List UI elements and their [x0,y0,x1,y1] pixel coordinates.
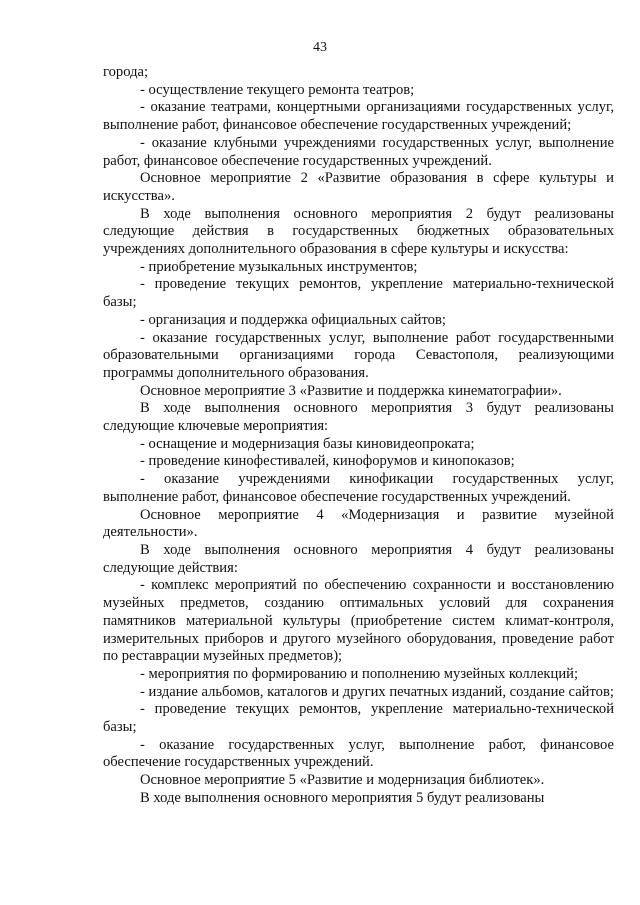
paragraph: - организация и поддержка официальных сайтов; [140,311,446,328]
paragraph: - приобретение музыкальных инструментов; [140,258,418,275]
paragraph: - оказание государственных услуг, выполнение работ государственными образовательными организациями города Севастополя, реализующими программы дополнительного образования. [103,329,614,381]
paragraph: В ходе выполнения основного мероприятия 5 будут реализованы [140,789,545,806]
paragraph: В ходе выполнения основного мероприятия 2 будут реализованы следующие действия в государственных бюджетных образовательных учреждениях дополнительного образования в сфере культуры и искусства: [103,205,614,258]
paragraph: Основное мероприятие 4 «Модернизация и развитие музейной деятельности». [103,506,614,541]
paragraph: Основное мероприятие 5 «Развитие и модернизация библиотек». [140,772,545,789]
paragraph: - проведение текущих ремонтов, укрепление материально-технической базы; [103,276,614,311]
paragraph: - проведение текущих ремонтов, укрепление материально-технической базы; [103,701,614,736]
paragraph: Основное мероприятие 2 «Развитие образования в сфере культуры и искусства». [103,170,614,204]
paragraph: - комплекс мероприятий по обеспечению сохранности и восстановлению музейных предметов, созданию оптимальных условий для сохранения памятников материальной культуры (приобретение систем климат-контроля, измерительных приборов и другого музейного оборудования, проведение работ по реставрации музейных предметов); [103,577,614,665]
paragraph: - оказание театрами, концертными организациями государственных услуг, выполнение работ, финансовое обеспечение государственных учреждений; [103,99,614,134]
paragraph: - осуществление текущего ремонта театров; [140,81,415,98]
paragraph: В ходе выполнения основного мероприятия 3 будут реализованы следующие ключевые мероприятия: [103,400,614,435]
paragraph: - проведение кинофестивалей, кинофорумов и кинопоказов; [140,453,515,470]
paragraph: - оказание клубными учреждениями государственных услуг, выполнение работ, финансовое обеспечение государственных учреждений. [103,134,614,169]
document-body [103,64,614,808]
paragraph: Основное мероприятие 3 «Развитие и поддержка кинематографии». [140,382,562,399]
paragraph: - мероприятия по формированию и пополнению музейных коллекций; [140,665,578,682]
page-number: 43 [313,40,327,55]
paragraph: - оказание государственных услуг, выполнение работ, финансовое обеспечение государственных учреждений. [103,736,614,771]
paragraph: - оснащение и модернизация базы киновидеопроката; [140,435,475,452]
paragraph: города; [103,64,149,80]
paragraph: - оказание учреждениями кинофикации государственных услуг, выполнение работ, финансовое обеспечение государственных учреждений. [103,471,614,505]
paragraph: - издание альбомов, каталогов и других печатных изданий, создание сайтов; [140,683,614,700]
paragraph: В ходе выполнения основного мероприятия 4 будут реализованы следующие действия: [103,541,614,576]
